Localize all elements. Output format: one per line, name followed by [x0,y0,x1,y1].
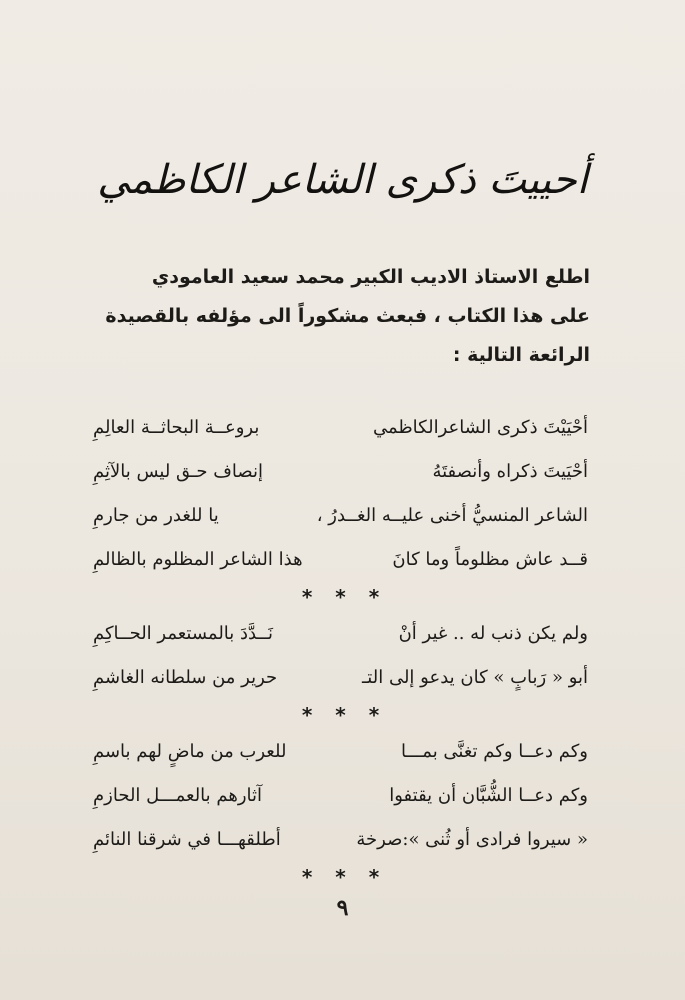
stanza-separator: * * * [301,703,388,727]
verse-line [93,774,588,818]
verse-second-half: هذا الشاعر المظلوم بالظالمِ [93,549,303,570]
verse-line [93,494,588,538]
intro-line: على هذا الكتاب ، فبعث مشكوراً الى مؤلفه بالقصيدة [105,305,590,327]
stanza [93,730,588,892]
verse-second-half: يا للغدر من جارمِ [93,505,219,526]
page-number: ٩ [336,895,349,921]
verse-second-half: للعرب من ماضٍ لهم باسمِ [93,741,287,762]
verse-line [93,406,588,450]
verse-second-half: نَــدَّدَ بالمستعمر الحــاكِمِ [93,623,274,644]
verse-second-half: حرير من سلطانه الغاشمِ [93,667,278,688]
poem-body [93,406,588,892]
verse-first-half: قــد عاش مظلوماً وما كانَ [392,549,588,570]
verse-second-half: إنصاف حـق ليس بالآثِمِ [93,461,263,482]
verse-first-half: أبو « رَبابٍ » كان يدعو إلى التـ [362,667,588,688]
intro-line: الرائعة التالية : [452,344,590,366]
verse-second-half: آثارهم بالعمـــل الحازمِ [93,785,263,806]
verse-line [93,612,588,656]
verse-line [93,818,588,862]
intro-line: اطلع الاستاذ الاديب الكبير محمد سعيد العامودي [151,266,590,288]
verse-first-half: « سيروا فرادى أو ثُنى »:صرخة [356,829,588,850]
intro-paragraph [90,258,590,375]
stanza-separator: * * * [301,865,388,889]
verse-first-half: وكم دعــا وكم تغنَّى بمـــا [400,741,588,762]
verse-first-half: ولم يكن ذنب له .. غير أنْ [398,623,588,644]
verse-first-half: الشاعر المنسيُّ أخنى عليــه الغــدرُ ، [316,505,588,526]
verse-line [93,538,588,582]
poem-title: أحييتَ ذكرى الشاعر الكاظمي [97,157,588,203]
verse-second-half: بروعــة البحاثــة العالِمِ [93,417,260,438]
verse-line [93,730,588,774]
stanza [93,406,588,612]
stanza-separator: * * * [301,585,388,609]
stanza [93,612,588,730]
verse-first-half: وكم دعــا الشُّبَّان أن يقتفوا [389,785,588,806]
verse-second-half: أطلقهـــا في شرقنا النائمِ [93,829,281,850]
verse-first-half: أحْيَيتَ ذكراه وأنصفتَهُ [432,461,588,482]
verse-line [93,656,588,700]
verse-first-half: أحْيَيْتَ ذكرى الشاعرالكاظمي [372,417,588,438]
verse-line [93,450,588,494]
